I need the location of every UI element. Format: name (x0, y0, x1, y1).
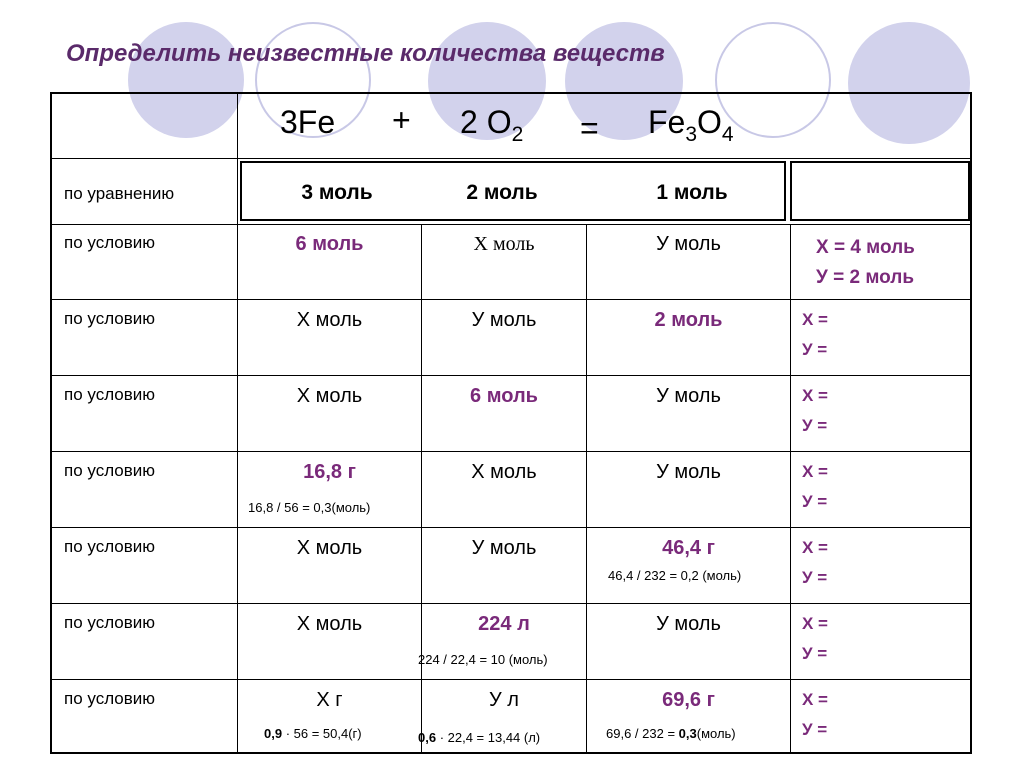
table-row (52, 527, 970, 604)
answer-y: У = (802, 416, 828, 435)
answer-x: Х = (802, 614, 828, 633)
table-row (52, 224, 970, 300)
answer-x: Х = 4 моль (816, 237, 915, 258)
o2-value: 6 моль (470, 385, 538, 407)
answer-y: У = 2 моль (816, 267, 915, 288)
table-row (52, 451, 970, 528)
table-row (52, 375, 970, 452)
fe-value: 16,8 г (303, 461, 356, 483)
formula-plus: + (392, 102, 411, 138)
answer-x: Х = (802, 386, 828, 405)
product-value: У моль (656, 613, 721, 635)
product-value: 69,6 г (662, 689, 715, 711)
equation-empty-box (790, 161, 970, 221)
product-value: У моль (656, 233, 721, 255)
fe-calculation: 0,9 · 56 = 50,4(г) (264, 726, 362, 741)
product-value: У моль (656, 461, 721, 483)
fe-value: Х моль (296, 385, 363, 407)
row-label: по условию (64, 385, 156, 404)
product-moles-equation: 1 моль (656, 181, 728, 204)
table-row (52, 603, 970, 680)
product-value: 2 моль (654, 309, 723, 331)
row-label: по условию (64, 461, 156, 480)
o2-value: Х моль (471, 461, 537, 483)
o2-calculation: 0,6 · 22,4 = 13,44 (л) (418, 730, 541, 745)
row-label: по условию (64, 309, 156, 328)
answer-x: Х = (802, 462, 828, 481)
product-calculation: 46,4 / 232 = 0,2 (моль) (608, 568, 742, 583)
fe-value: Х моль (296, 613, 363, 635)
table-row-equation (52, 158, 970, 225)
fe-calculation: 16,8 / 56 = 0,3(моль) (248, 500, 371, 515)
o2-moles-equation: 2 моль (466, 181, 538, 204)
formula-o2: 2 $O_2$ (460, 104, 524, 146)
answer-x: Х = (802, 310, 828, 329)
formula-product: $Fe_3O_4$ (648, 104, 734, 146)
fe-value: Х г (316, 689, 343, 711)
row-label: по уравнению (64, 184, 175, 203)
o2-value: У моль (471, 309, 537, 331)
row-label: по условию (64, 613, 156, 632)
formula-fe: 3Fe (280, 104, 336, 140)
answer-y: У = (802, 720, 828, 739)
fe-value: Х моль (296, 309, 363, 331)
row-label: по условию (64, 537, 156, 556)
answer-y: У = (802, 340, 828, 359)
fe-value: Х моль (296, 537, 363, 559)
table-row (52, 299, 970, 376)
o2-value: 224 л (478, 613, 530, 635)
o2-value: У моль (471, 537, 537, 559)
row-label: по условию (64, 233, 156, 252)
fe-moles-equation: 3 моль (301, 181, 373, 204)
o2-value: У л (489, 689, 519, 711)
o2-value: Х моль (473, 233, 535, 255)
formula-equals: = (580, 110, 599, 146)
page-title: Определить неизвестные количества веществ (66, 40, 665, 67)
product-calculation: 69,6 / 232 = 0,3(моль) (606, 726, 736, 741)
table-row (52, 679, 970, 753)
answer-y: У = (802, 568, 828, 587)
product-value: У моль (656, 385, 721, 407)
reaction-table (50, 92, 972, 754)
answer-x: Х = (802, 538, 828, 557)
product-value: 46,4 г (662, 537, 715, 559)
answer-y: У = (802, 644, 828, 663)
fe-value: 6 моль (295, 233, 364, 255)
answer-y: У = (802, 492, 828, 511)
o2-calculation: 224 / 22,4 = 10 (моль) (418, 652, 548, 667)
row-label: по условию (64, 689, 156, 708)
answer-x: Х = (802, 690, 828, 709)
